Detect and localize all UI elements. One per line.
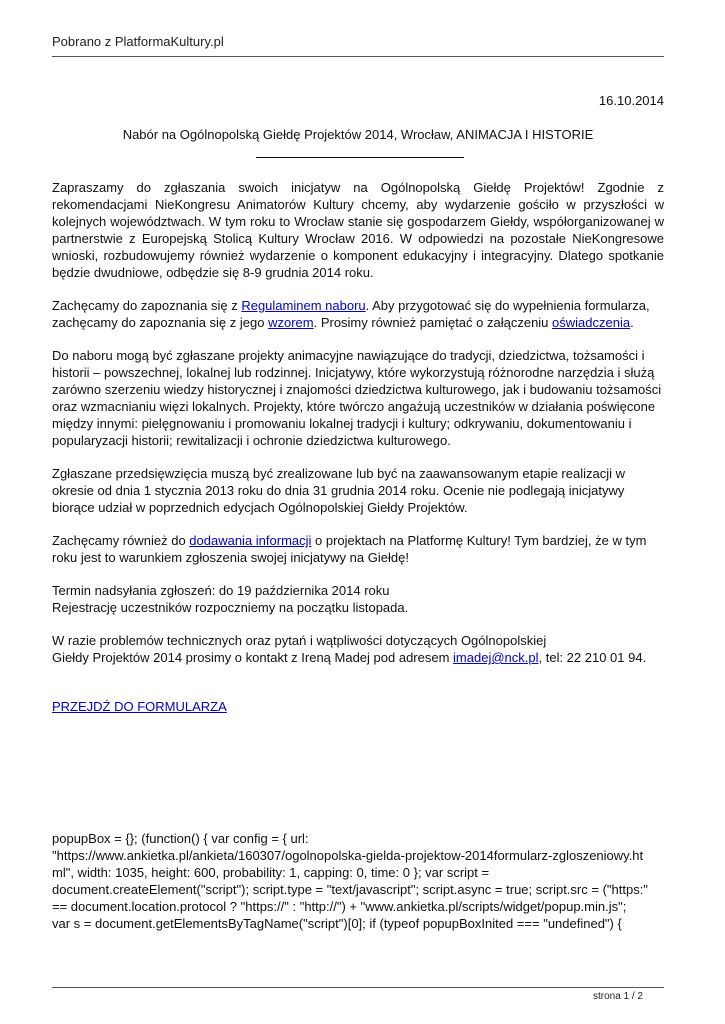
page-number: strona 1 / 2 (592, 991, 643, 1002)
paragraph-timeframe: Zgłaszane przedsięwzięcia muszą być zrealizowane lub być na zaawansowanym etapie realizacji w okresie od dnia 1 stycznia 2013 roku do dnia 31 grudnia 2014 roku. Ocenie nie podlegają inicjatywy biorące udział w poprzednich edycjach Ogólnopolskiej Giełdy Projektów. (52, 466, 625, 515)
contact-email-link[interactable]: imadej@nck.pl (453, 650, 539, 665)
code-line: var s = document.getElementsByTagName("script")[0]; if (typeof popupBoxInited === "undefined") { (52, 916, 622, 931)
regulations-link[interactable]: Regulaminem naboru (241, 298, 366, 313)
paragraph-text: Zachęcamy do zapoznania się z (52, 298, 242, 313)
paragraph-text: Giełdy Projektów 2014 prosimy o kontakt z Ireną Madej pod adresem (52, 650, 454, 665)
paragraph-text: Zachęcamy również do (52, 533, 190, 548)
code-line: "https://www.ankietka.pl/ankieta/160307/ogolnopolska-gielda-projektow-2014formularz-zgloszeniowy.ht (52, 848, 644, 863)
code-line: popupBox = {}; (function() { var config = { url: (52, 831, 309, 846)
document-title: Nabór na Ogólnopolską Giełdę Projektów 2014, Wrocław, ANIMACJA I HISTORIE (122, 127, 594, 142)
paragraph-add-info (52, 532, 664, 566)
paragraph-text: , tel: 22 210 01 94. (538, 650, 647, 665)
page-header-source: Pobrano z PlatformaKultury.pl (52, 34, 224, 49)
go-to-form-link[interactable]: PRZEJDŹ DO FORMULARZA (52, 699, 227, 714)
deadline-text: Termin nadsyłania zgłoszeń: do 19 października 2014 roku (52, 583, 390, 598)
title-underline (256, 157, 464, 158)
add-information-link[interactable]: dodawania informacji (189, 533, 312, 548)
paragraph-regulations (52, 297, 664, 331)
paragraph-text: . (630, 315, 634, 330)
template-link[interactable]: wzorem (268, 315, 314, 330)
form-link-paragraph (52, 698, 664, 715)
declaration-link[interactable]: oświadczenia (552, 315, 631, 330)
paragraph-text: . Prosimy również pamiętać o załączeniu (313, 315, 553, 330)
document-date: 16.10.2014 (598, 93, 664, 108)
registration-text: Rejestrację uczestników rozpoczniemy na początku listopada. (52, 600, 409, 615)
code-line: == document.location.protocol ? "https://" : "http://") + "www.ankietka.pl/scripts/widget/popup.min.js"; (52, 899, 627, 914)
paragraph-contact (52, 632, 664, 666)
paragraph-eligibility: Do naboru mogą być zgłaszane projekty animacyjne nawiązujące do tradycji, dziedzictwa, tożsamości i historii – powszechnej, lokalnej lub rodzinnej. Inicjatywy, które wykorzystują różnorodne narzędzia i służą zarówno szerzeniu wiedzy historycznej i znajomości dziedzictwa kulturowego, jak i budowaniu tożsamości oraz wzmacnianiu więzi lokalnych. Projekty, które twórczo angażują uczestników w działania poświęcone między innymi: pielęgnowaniu i promowaniu lokalnej tradycji i kultury; odkrywaniu, dokumentowaniu i popularyzacji historii; rewitalizacji i ochronie dziedzictwa kulturowego. (52, 348, 662, 448)
footer-divider (52, 987, 664, 988)
paragraph-deadlines (52, 582, 664, 616)
paragraph-text: o projektach na Platformę Kultury! Tym bardziej, że w tym roku jest to warunkiem zgłoszenia swojej inicjatywy na Giełdę! (52, 533, 647, 565)
paragraph-text: W razie problemów technicznych oraz pytań i wątpliwości dotyczących Ogólnopolskiej (52, 633, 547, 648)
header-divider (52, 56, 664, 57)
paragraph-text: . Aby przygotować się do wypełnienia formularza, zachęcamy do zapoznania się z jego (52, 298, 650, 330)
code-line: ml", width: 1035, height: 600, probability: 1, capping: 0, time: 0 }; var script = (52, 865, 490, 880)
embedded-script-text (52, 830, 664, 932)
paragraph-intro: Zapraszamy do zgłaszania swoich inicjatyw na Ogólnopolską Giełdę Projektów! Zgodnie z rekomendacjami NieKongresu Animatorów Kultury chcemy, aby wydarzenie gościło w przyszłości w kolejnych województwach. W tym roku to Wrocław stanie się gospodarzem Giełdy, współorganizowanej w partnerstwie z Europejską Stolicą Kultury Wrocław 2016. W odpowiedzi na pozostałe NieKongresowe wnioski, rozbudowujemy również wydarzenie o komponent edukacyjny i integracyjny. Dlatego spotkanie będzie dwudniowe, odbędzie się 8-9 grudnia 2014 roku. (52, 180, 664, 280)
document-body (52, 179, 664, 715)
code-line: document.createElement("script"); script.type = "text/javascript"; script.async = true; script.src = ("https:" (52, 882, 648, 897)
